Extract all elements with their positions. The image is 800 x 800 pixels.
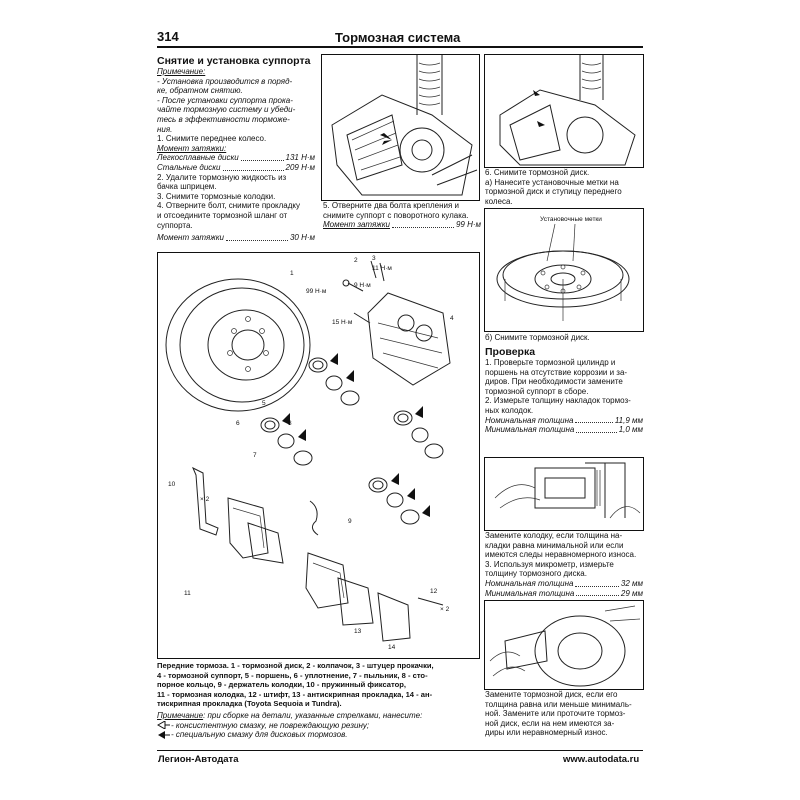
check-line: 2. Измерьте толщину накладок тормоз- bbox=[485, 396, 631, 406]
step-line: и отсоедините тормозной шланг от bbox=[157, 210, 288, 220]
caption-line: 11 - тормозная колодка, 12 - штифт, 13 - антискрипная прокладка, 14 - ан- bbox=[157, 689, 433, 699]
step5-line: 5. Отверните два болта крепления и bbox=[323, 201, 459, 210]
arrow-icon bbox=[157, 721, 171, 729]
disc-replace-line: диры или неравномерный износ. bbox=[485, 728, 608, 738]
bottom-note bbox=[157, 711, 479, 740]
callout-4: 4 bbox=[450, 315, 454, 322]
micrometer-drawing bbox=[485, 601, 643, 689]
check-line: ных колодок. bbox=[485, 405, 534, 415]
alignment-marks-drawing bbox=[485, 209, 643, 331]
disc-row-label: Минимальная толщина bbox=[485, 588, 575, 598]
callout-1: 1 bbox=[290, 270, 294, 277]
footer-rule bbox=[157, 750, 643, 751]
pad-min-row bbox=[485, 425, 643, 435]
brake-exploded-diagram bbox=[157, 252, 480, 659]
step6-line: 6. Снимите тормозной диск. bbox=[485, 168, 590, 177]
disc-row-value: 32 мм bbox=[620, 578, 643, 588]
caption-line: тискрипная прокладка (Toyota Sequoia и Tundra). bbox=[157, 699, 342, 709]
torque-row bbox=[157, 153, 315, 163]
step5-torque-label: Момент затяжки bbox=[323, 220, 390, 230]
disc-row-value: 29 мм bbox=[620, 588, 643, 598]
disc-nominal-row bbox=[485, 579, 643, 589]
pad-row-label: Номинальная толщина bbox=[485, 415, 574, 425]
note-line: - После установки суппорта прока- bbox=[157, 95, 293, 105]
note-line: тесь в эффективности торможе- bbox=[157, 114, 290, 124]
check-line: 1. Проверьте тормозной цилиндр и bbox=[485, 358, 616, 367]
step-line: бачка шприцем. bbox=[157, 182, 217, 192]
check-line: диров. При необходимости замените bbox=[485, 377, 623, 387]
suspension-drawing bbox=[322, 55, 479, 200]
torque-label-15: 15 Н·м bbox=[332, 319, 353, 326]
page-header-title: Тормозная система bbox=[335, 30, 461, 45]
step-line: 1. Снимите переднее колесо. bbox=[157, 134, 267, 144]
alignment-marks-figure bbox=[484, 208, 644, 332]
left-column bbox=[157, 55, 315, 243]
callout-11: 11 bbox=[184, 590, 191, 597]
pad-replace-block bbox=[485, 531, 643, 598]
bottom-note-label: Примечание bbox=[157, 711, 204, 720]
torque-row bbox=[157, 163, 315, 173]
pad-replace-line: имеются следы неравномерного износа. bbox=[485, 550, 637, 560]
suspension-figure bbox=[321, 54, 480, 201]
check-section bbox=[485, 346, 643, 435]
footer-publisher: Легион-Автодата bbox=[158, 754, 239, 765]
filled-arrow-icon bbox=[157, 731, 171, 739]
step-line: 3. Снимите тормозные колодки. bbox=[157, 191, 276, 201]
micrometer-figure bbox=[484, 600, 644, 690]
disc-row-label: Номинальная толщина bbox=[485, 578, 574, 588]
torque-row-value: 131 Н·м bbox=[285, 153, 315, 163]
pad-replace-line: 3. Используя микрометр, измерьте bbox=[485, 559, 614, 569]
caption-line: 4 - тормозной суппорт, 5 - поршень, 6 - уплотнение, 7 - пыльник, 8 - сто- bbox=[157, 670, 428, 680]
callout-6: 6 bbox=[236, 420, 240, 427]
diagram-caption bbox=[157, 661, 479, 709]
callout-7: 7 bbox=[253, 452, 257, 459]
disc-replace-line: ной диск, если на нем имеются за- bbox=[485, 718, 615, 728]
step6a-line: а) Нанесите установочные метки на bbox=[485, 177, 619, 187]
torque-row-label: Стальные диски bbox=[157, 162, 221, 172]
pad-replace-line: толщину тормозного диска. bbox=[485, 569, 587, 579]
caption-line: порное кольцо, 9 - держатель колодки, 10 - пружинный фиксатор, bbox=[157, 680, 406, 690]
pad-nominal-row bbox=[485, 416, 643, 426]
torque2-value: 30 Н·м bbox=[289, 233, 315, 243]
note-label: Примечание: bbox=[157, 67, 206, 76]
note-line: чайте тормозную систему и убеди- bbox=[157, 105, 296, 115]
pad-replace-line: кладки равна минимальной или если bbox=[485, 540, 624, 550]
check-title: Проверка bbox=[485, 346, 536, 358]
section-title: Снятие и установка суппорта bbox=[157, 55, 311, 67]
note-line: ке, обратном снятию. bbox=[157, 86, 243, 96]
step6b-block bbox=[485, 333, 643, 343]
disc-replace-line: Замените тормозной диск, если его bbox=[485, 690, 618, 699]
x2-label-a: × 2 bbox=[200, 496, 210, 503]
pad-replace-line: Замените колодку, если толщина на- bbox=[485, 531, 623, 540]
callout-5: 5 bbox=[262, 400, 266, 407]
torque-label: Момент затяжки: bbox=[157, 143, 227, 153]
header-rule bbox=[157, 46, 643, 48]
callout-2: 2 bbox=[354, 257, 358, 264]
pad-row-label: Минимальная толщина bbox=[485, 425, 575, 435]
step6-block bbox=[485, 168, 643, 206]
step6a-line: колеса. bbox=[485, 196, 513, 206]
callout-9: 9 bbox=[348, 518, 352, 525]
torque-row-label: Легкосплавные диски bbox=[157, 153, 239, 163]
note-line: - Установка производится в поряд- bbox=[157, 76, 293, 86]
disc-hub-figure bbox=[484, 54, 644, 168]
footer-website: www.autodata.ru bbox=[563, 754, 640, 765]
bottom-note-text: : при сборке на детали, указанные стрелками, нанесите: bbox=[203, 711, 423, 720]
caption-line: Передние тормоза. 1 - тормозной диск, 2 - колпачок, 3 - штуцер прокачки, bbox=[157, 661, 434, 670]
marks-label: Установочные метки bbox=[540, 216, 602, 223]
callout-13: 13 bbox=[354, 628, 362, 635]
torque-label-9: 9 Н·м bbox=[354, 282, 371, 289]
step6b-line: б) Снимите тормозной диск. bbox=[485, 333, 590, 342]
pad-measure-figure bbox=[484, 457, 644, 531]
step-line: 4. Отверните болт, снимите прокладку bbox=[157, 201, 301, 211]
callout-3: 3 bbox=[372, 255, 376, 262]
disc-replace-line: толщина равна или меньше минималь- bbox=[485, 699, 632, 709]
step5-line: снимите суппорт с поворотного кулака. bbox=[323, 210, 469, 220]
disc-replace-line: ной. Замените или проточите тормоз- bbox=[485, 709, 626, 719]
callout-10: 10 bbox=[168, 481, 176, 488]
callout-14: 14 bbox=[388, 644, 396, 651]
note-line: ния. bbox=[157, 124, 173, 134]
step5-torque-row bbox=[323, 220, 481, 230]
callout-8: 8 bbox=[288, 420, 292, 427]
pad-measure-drawing bbox=[485, 458, 643, 530]
step5-block bbox=[323, 201, 481, 230]
x2-label-b: × 2 bbox=[440, 606, 450, 613]
brake-exploded-drawing bbox=[158, 253, 479, 658]
torque-row-value: 209 Н·м bbox=[285, 162, 315, 172]
bottom-note-item: - специальную смазку для дисковых тормозов. bbox=[171, 730, 348, 740]
torque2-row bbox=[157, 233, 315, 243]
step6a-line: тормозной диск и ступицу переднего bbox=[485, 187, 622, 197]
callout-12: 12 bbox=[430, 588, 438, 595]
disc-replace-block bbox=[485, 690, 643, 738]
disc-min-row bbox=[485, 589, 643, 599]
step-line: 2. Удалите тормозную жидкость из bbox=[157, 172, 287, 182]
pad-row-value: 1,0 мм bbox=[618, 425, 643, 435]
step-line: суппорта. bbox=[157, 220, 193, 230]
bottom-note-item: - консистентную смазку, не повреждающую резину; bbox=[171, 720, 370, 730]
torque2-label: Момент затяжки bbox=[157, 233, 224, 243]
page-number: 314 bbox=[157, 29, 179, 44]
step5-torque-value: 99 Н·м bbox=[455, 220, 481, 230]
check-line: поршень на отсутствие коррозии и за- bbox=[485, 367, 628, 377]
torque-label-11: 11 Н·м bbox=[372, 265, 392, 272]
check-line: тормозной суппорт в сборе. bbox=[485, 386, 589, 396]
pad-row-value: 11,9 мм bbox=[614, 415, 643, 425]
torque-label-99: 99 Н·м bbox=[306, 288, 327, 295]
disc-hub-drawing bbox=[485, 55, 643, 167]
